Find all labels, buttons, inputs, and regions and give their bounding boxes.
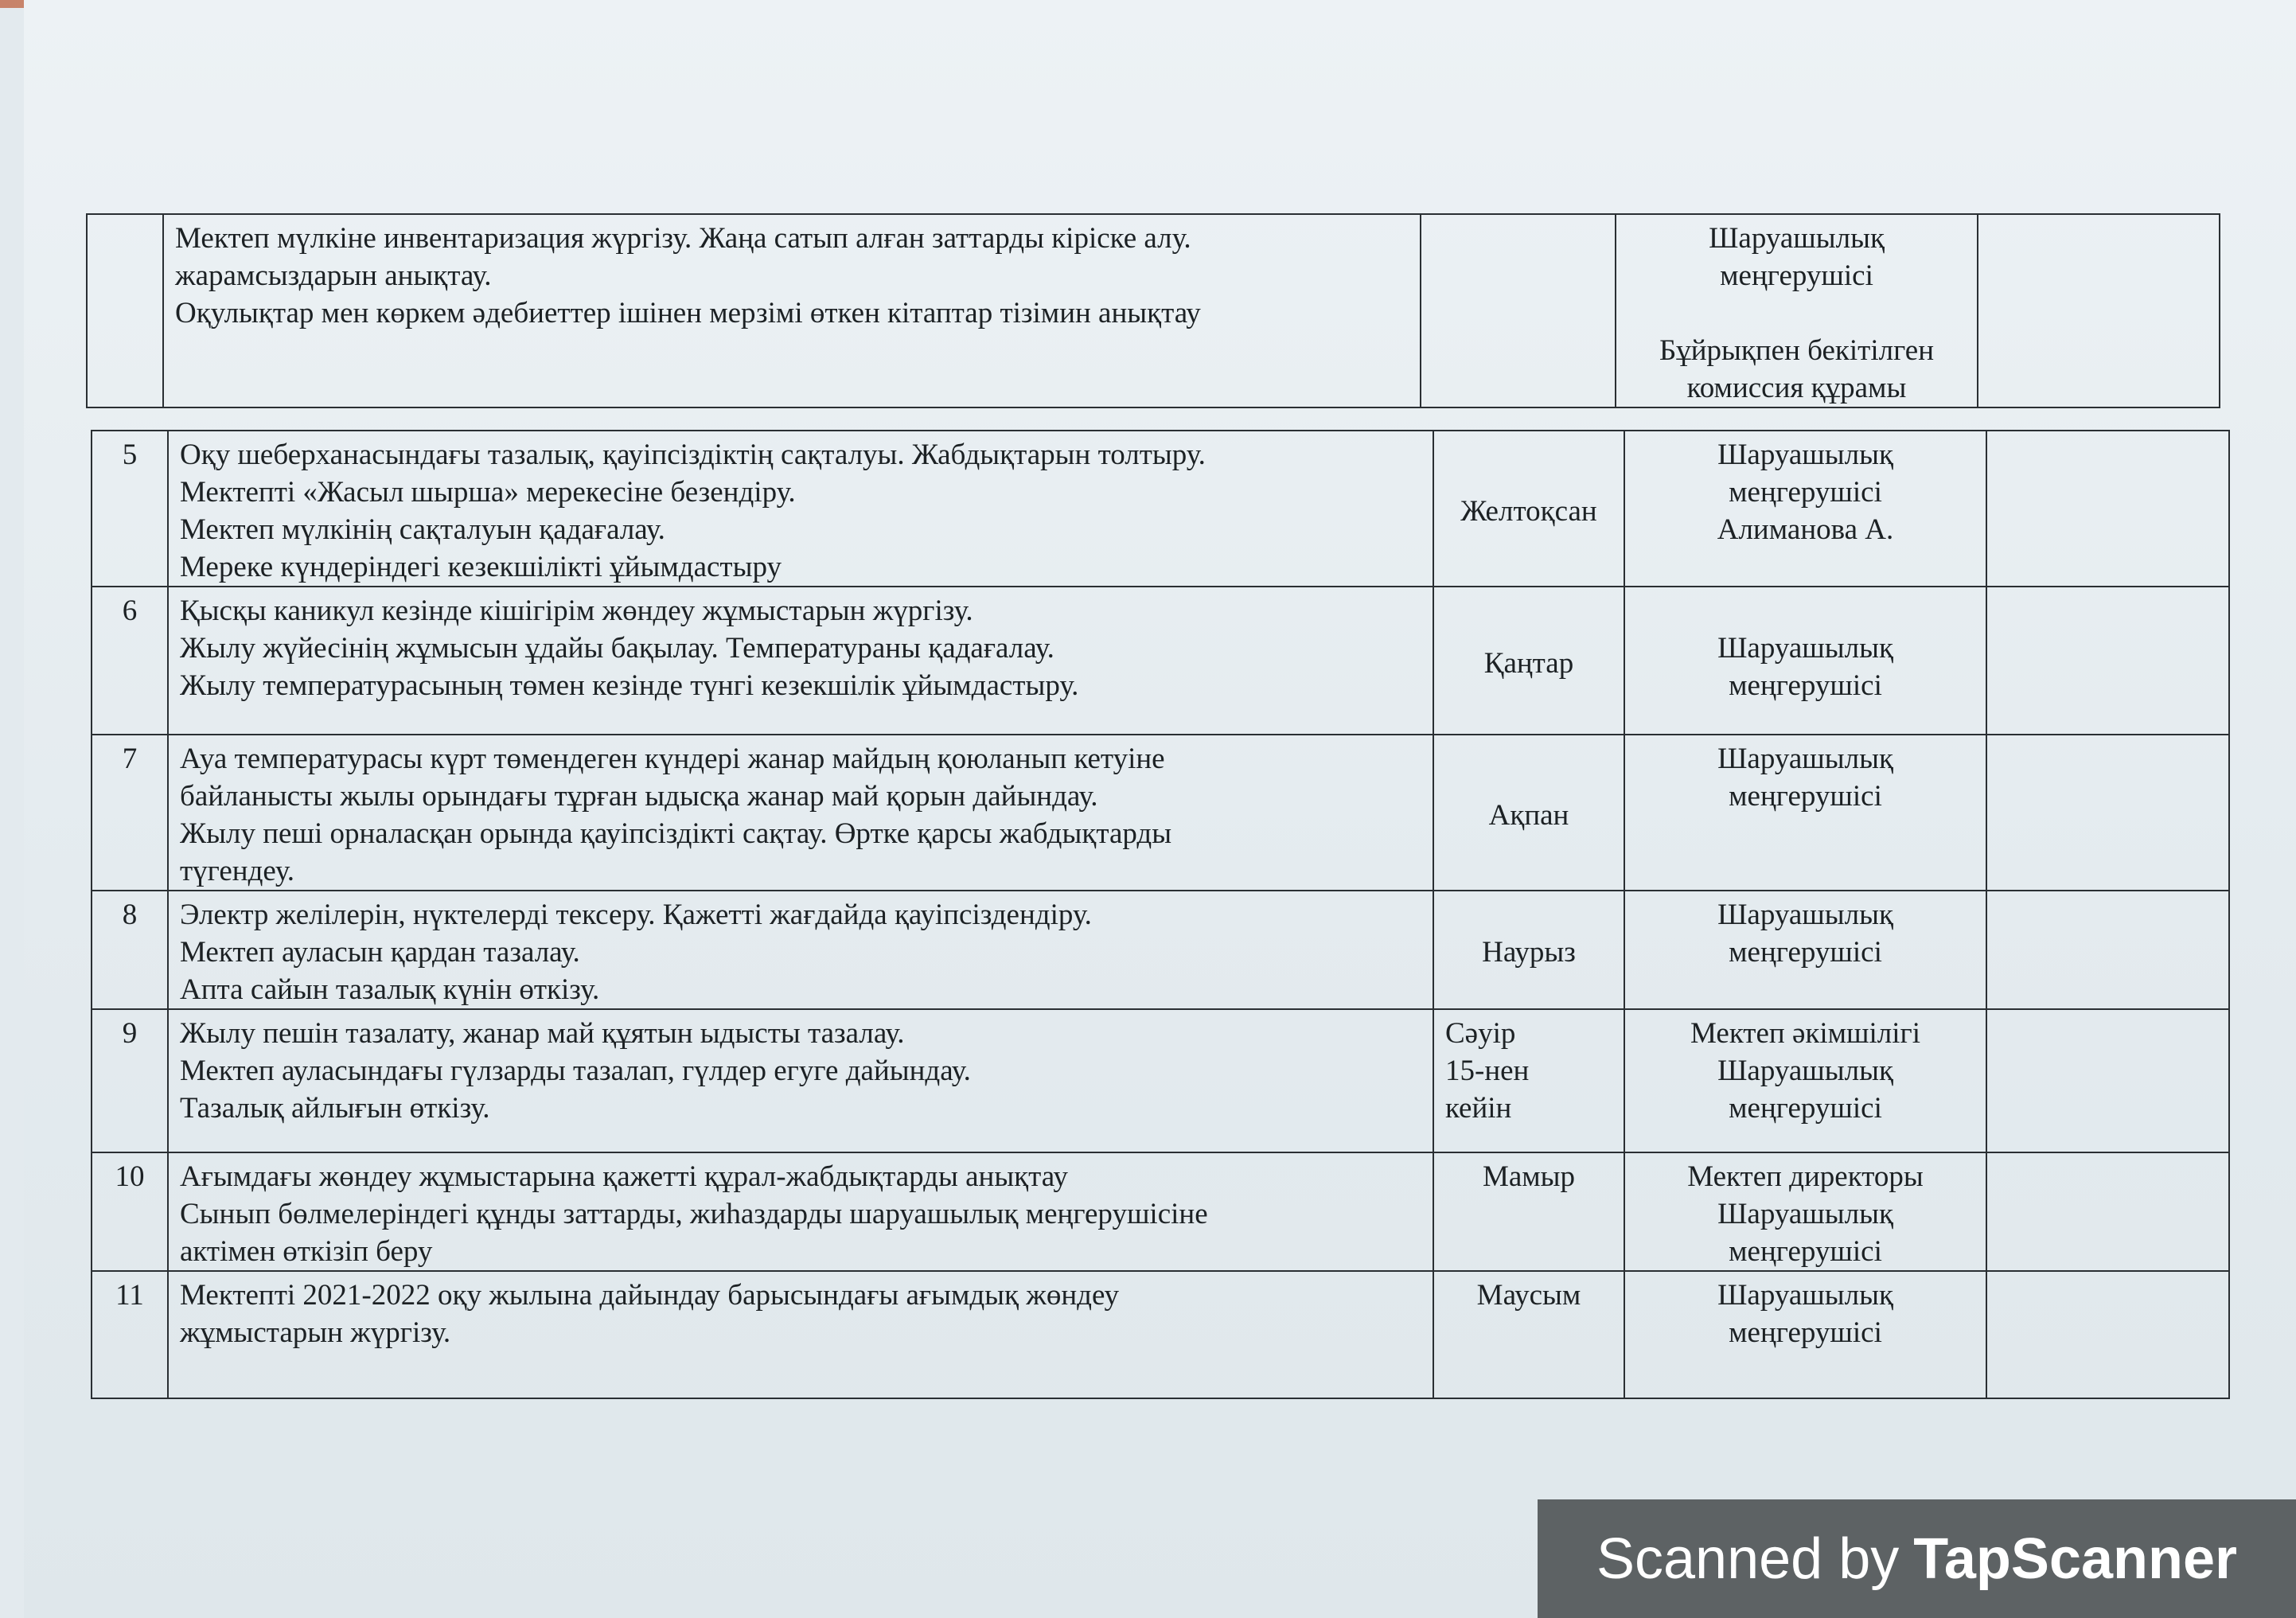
table-row [92, 431, 2229, 587]
cell-line: меңгерушісі [1729, 1092, 1882, 1125]
responsible-person [1624, 891, 1986, 1009]
cell-line: меңгерушісі [1729, 669, 1882, 702]
scanned-page [24, 0, 2296, 1618]
note-cell [1986, 1152, 2229, 1271]
cell-line: Мектеп мүлкіне инвентаризация жүргізу. Жаңа сатып алған заттарды кіріске алу. [175, 222, 1191, 255]
task-description [168, 1009, 1433, 1152]
table-row [92, 1009, 2229, 1152]
cell-line: түгендеу. [180, 855, 294, 887]
table-row [87, 214, 2220, 407]
row-number [87, 214, 163, 407]
cell-line: Мектепті «Жасыл шырша» мерекесіне безендіру. [180, 476, 796, 509]
cell-line: Ағымдағы жөндеу жұмыстарына қажетті құрал-жабдықтарды анықтау [180, 1160, 1068, 1193]
row-number-text: 6 [122, 595, 138, 627]
plan-table [91, 430, 2230, 1399]
cell-line: 15-нен [1445, 1055, 1530, 1087]
cell-line: Ауа температурасы күрт төмендеген күндері жанар майдың қоюланып кетуіне [180, 743, 1165, 775]
responsible-person [1624, 431, 1986, 587]
deadline-month [1433, 431, 1624, 587]
cell-line: Апта сайын тазалық күнін өткізу. [180, 973, 600, 1006]
table-row [92, 735, 2229, 891]
row-number-text: 11 [115, 1279, 144, 1312]
table-row [92, 587, 2229, 735]
task-description [168, 431, 1433, 587]
responsible-person [1616, 214, 1978, 407]
cell-line: Шаруашылық [1717, 743, 1893, 775]
cell-line: Жылу пешін тазалату, жанар май құятын ыдысты тазалау. [180, 1017, 905, 1050]
note-cell [1978, 214, 2220, 407]
cell-line: Желтоқсан [1460, 494, 1597, 528]
cell-line: Сәуір [1445, 1017, 1516, 1050]
cell-line: кейін [1445, 1092, 1512, 1125]
scanner-watermark [1538, 1499, 2296, 1618]
cell-line: Оқу шеберханасындағы тазалық, қауіпсіздіктің сақталуы. Жабдықтарын толтыру. [180, 439, 1206, 471]
cell-line: Наурыз [1482, 936, 1576, 969]
cell-line: меңгерушісі [1729, 1235, 1882, 1268]
deadline-month [1433, 735, 1624, 891]
cell-line: Шаруашылық [1717, 1279, 1893, 1312]
cell-line: меңгерушісі [1729, 936, 1882, 969]
task-description [168, 891, 1433, 1009]
task-description [168, 587, 1433, 735]
cell-line: Мектеп директоры [1687, 1160, 1924, 1193]
cell-line: актімен өткізіп беру [180, 1235, 433, 1268]
cell-line: Мамыр [1482, 1160, 1576, 1193]
cell-line: комиссия құрамы [1686, 372, 1907, 404]
cell-line: Маусым [1476, 1279, 1581, 1312]
table-row [92, 891, 2229, 1009]
row-number [92, 587, 168, 735]
cell-line: Алиманова А. [1717, 513, 1894, 546]
task-description [168, 1271, 1433, 1398]
plan-table-continuation [86, 213, 2220, 408]
cell-line: жұмыстарын жүргізу. [180, 1316, 451, 1349]
cell-line: Мектеп әкімшілігі [1690, 1017, 1921, 1050]
cell-line: меңгерушісі [1729, 476, 1882, 509]
cell-line: жарамсыздарын анықтау. [175, 259, 492, 292]
table-row [92, 1271, 2229, 1398]
responsible-person [1624, 735, 1986, 891]
deadline-month [1433, 1271, 1624, 1398]
note-cell [1986, 1271, 2229, 1398]
cell-line: Жылу температурасының төмен кезінде түнгі кезекшілік ұйымдастыру. [180, 669, 1079, 702]
row-number [92, 1009, 168, 1152]
row-number [92, 1271, 168, 1398]
row-number [92, 431, 168, 587]
cell-line: Ақпан [1488, 798, 1569, 832]
responsible-person [1624, 1152, 1986, 1271]
cell-line: байланысты жылы орындағы тұрған ыдысқа жанар май қорын дайындау. [180, 780, 1098, 813]
deadline-month [1433, 1009, 1624, 1152]
row-number-text: 10 [115, 1160, 145, 1193]
cell-line: Шаруашылық [1717, 1055, 1893, 1087]
cell-line: Мектепті 2021-2022 оқу жылына дайындау барысындағы ағымдық жөндеу [180, 1279, 1119, 1312]
responsible-person [1624, 1271, 1986, 1398]
note-cell [1986, 431, 2229, 587]
cell-line [1627, 294, 1966, 332]
row-number-text: 8 [122, 899, 138, 931]
deadline-month [1433, 587, 1624, 735]
task-description [163, 214, 1421, 407]
cell-line: Қаңтар [1483, 646, 1574, 680]
note-cell [1986, 587, 2229, 735]
cell-line: Жылу жүйесінің жұмысын ұдайы бақылау. Температураны қадағалау. [180, 632, 1054, 665]
cell-line: Оқулықтар мен көркем әдебиеттер ішінен мерзімі өткен кітаптар тізімин анықтау [175, 297, 1201, 329]
deadline-month [1421, 214, 1616, 407]
cell-line: Қысқы каникул кезінде кішігірім жөндеу жұмыстарын жүргізу. [180, 595, 973, 627]
watermark-prefix: Scanned by [1596, 1526, 1900, 1591]
note-cell [1986, 1009, 2229, 1152]
cell-line: Мереке күндеріндегі кезекшілікті ұйымдастыру [180, 551, 782, 583]
cell-line: Жылу пеші орналасқан орында қауіпсіздікті сақтау. Өртке қарсы жабдықтарды [180, 817, 1172, 850]
table-top-body [87, 214, 2220, 407]
table-row [92, 1152, 2229, 1271]
watermark-brand: TapScanner [1913, 1526, 2238, 1591]
responsible-person [1624, 587, 1986, 735]
cell-line: Шаруашылық [1717, 1198, 1893, 1230]
row-number-text: 5 [122, 439, 138, 471]
task-description [168, 1152, 1433, 1271]
cell-line: Шаруашылық [1717, 632, 1893, 665]
cell-line: Мектеп ауласындағы гүлзарды тазалап, гүлдер егуге дайындау. [180, 1055, 971, 1087]
cell-line: Шаруашылық [1709, 222, 1885, 255]
cell-line: Шаруашылық [1717, 439, 1893, 471]
row-number [92, 891, 168, 1009]
cell-line: Тазалық айлығын өткізу. [180, 1092, 490, 1125]
deadline-month [1433, 891, 1624, 1009]
row-number [92, 735, 168, 891]
deadline-month [1433, 1152, 1624, 1271]
cell-line: меңгерушісі [1729, 780, 1882, 813]
note-cell [1986, 891, 2229, 1009]
cell-line: меңгерушісі [1720, 259, 1873, 292]
row-number-text: 7 [122, 743, 138, 775]
cell-line: Электр желілерін, нүктелерді тексеру. Қажетті жағдайда қауіпсіздендіру. [180, 899, 1092, 931]
cell-line: меңгерушісі [1729, 1316, 1882, 1349]
responsible-person [1624, 1009, 1986, 1152]
task-description [168, 735, 1433, 891]
cell-line [1636, 592, 1974, 630]
row-number [92, 1152, 168, 1271]
cell-line: Сынып бөлмелеріндегі құнды заттарды, жиһаздарды шаруашылық меңгерушісіне [180, 1198, 1208, 1230]
cell-line: Мектеп ауласын қардан тазалау. [180, 936, 580, 969]
cell-line: Бұйрықпен бекітілген [1659, 334, 1934, 367]
note-cell [1986, 735, 2229, 891]
cell-line: Шаруашылық [1717, 899, 1893, 931]
row-number-text: 9 [122, 1017, 138, 1050]
cell-line: Мектеп мүлкінің сақталуын қадағалау. [180, 513, 665, 546]
table-main-body [92, 431, 2229, 1398]
